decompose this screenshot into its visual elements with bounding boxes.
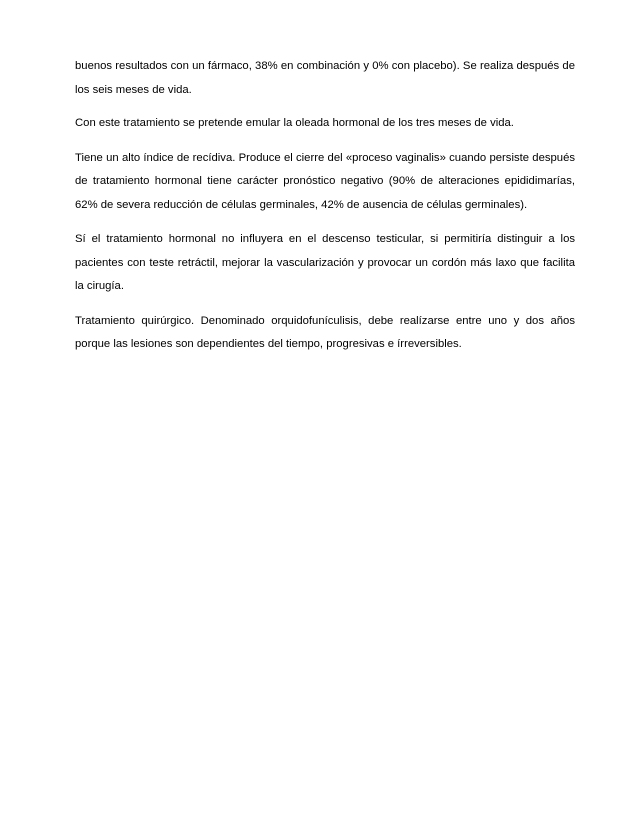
paragraph-retractile-testis: Sí el tratamiento hormonal no influyera en el descenso testicular, si permitiría distinguir a los pacientes con teste retráctil, mejorar la vascularización y provocar un cordón más laxo que facilita la cirugía. [75, 233, 575, 292]
document-body [75, 55, 575, 368]
paragraph-results: buenos resultados con un fármaco, 38% en combinación y 0% con placebo). Se realiza después de los seis meses de vida. [75, 60, 575, 96]
paragraph-recurrence: Tiene un alto índice de recídiva. Produce el cierre del «proceso vaginalis» cuando persiste después de tratamiento hormonal tiene carácter pronóstico negativo (90% de alteraciones epididimarías, 62% de severa reducción de células germinales, 42% de ausencia de células germinales). [75, 151, 575, 211]
paragraph-surgical-treatment: Tratamiento quirúrgico. Denominado orquidofunículisis, debe realízarse entre uno y dos años porque las lesiones son dependientes del tiempo, progresivas e írreversibles. [75, 314, 575, 350]
paragraph-hormonal-goal: Con este tratamiento se pretende emular la oleada hormonal de los tres meses de vida. [75, 117, 514, 129]
